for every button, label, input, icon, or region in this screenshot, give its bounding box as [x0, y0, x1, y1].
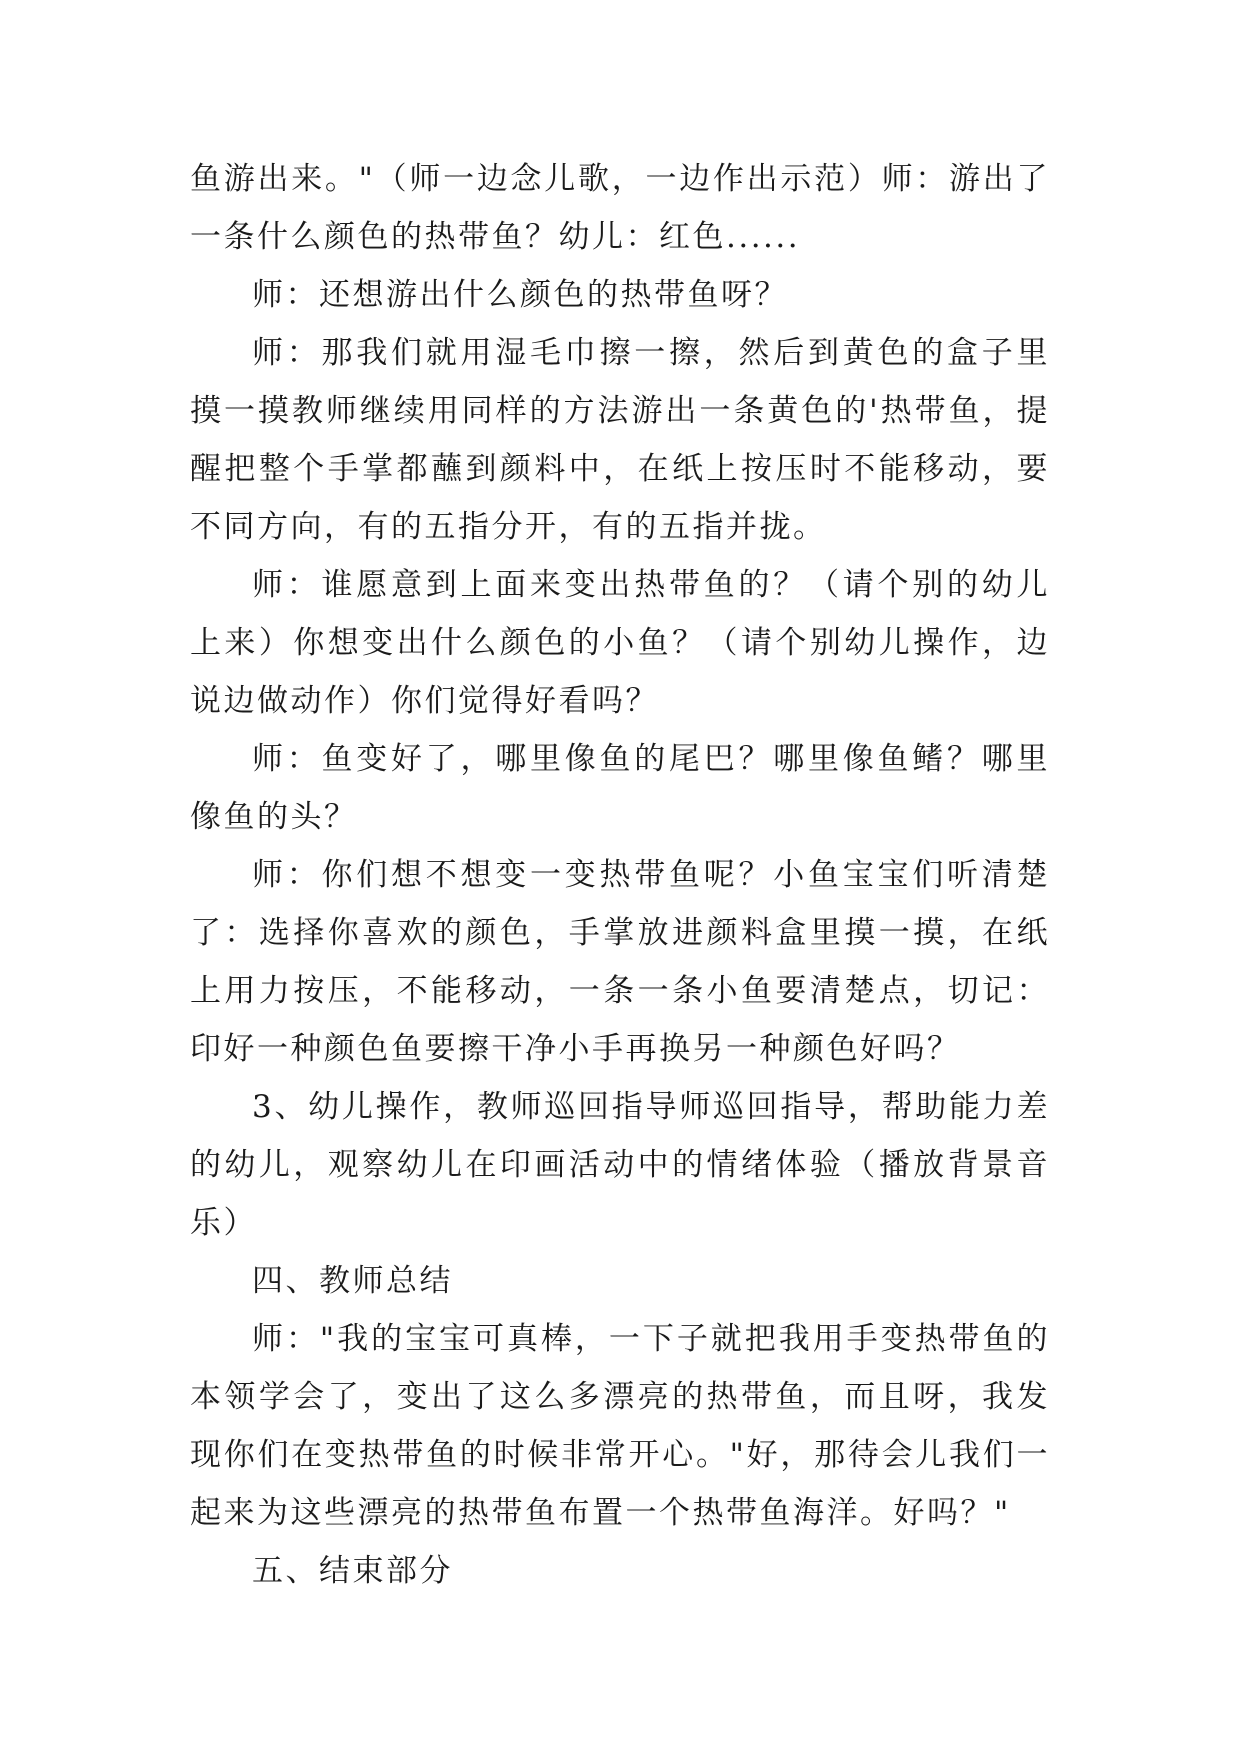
- paragraph-4: 师：谁愿意到上面来变出热带鱼的？（请个别的幼儿上来）你想变出什么颜色的小鱼？（请个别幼儿操作，边说边做动作）你们觉得好看吗？: [190, 567, 1050, 719]
- section-heading-5: 五、结束部分: [252, 1553, 453, 1589]
- document-body: [190, 150, 1050, 1600]
- paragraph-5: 师：鱼变好了，哪里像鱼的尾巴？哪里像鱼鳍？哪里像鱼的头？: [190, 741, 1050, 835]
- paragraph-1: 鱼游出来。"（师一边念儿歌，一边作出示范）师：游出了一条什么颜色的热带鱼？幼儿：红色......: [190, 161, 1050, 255]
- paragraph-2: 师：还想游出什么颜色的热带鱼呀？: [252, 277, 788, 313]
- paragraph-8: 师："我的宝宝可真棒，一下子就把我用手变热带鱼的本领学会了，变出了这么多漂亮的热带鱼，而且呀，我发现你们在变热带鱼的时候非常开心。"好，那待会儿我们一起来为这些漂亮的热带鱼布置一个热带鱼海洋。好吗？": [190, 1321, 1050, 1531]
- paragraph-3: 师：那我们就用湿毛巾擦一擦，然后到黄色的盒子里摸一摸教师继续用同样的方法游出一条黄色的'热带鱼，提醒把整个手掌都蘸到颜料中，在纸上按压时不能移动，要不同方向，有的五指分开，有的五指并拢。: [190, 335, 1050, 545]
- paragraph-6: 师：你们想不想变一变热带鱼呢？小鱼宝宝们听清楚了：选择你喜欢的颜色，手掌放进颜料盒里摸一摸，在纸上用力按压，不能移动，一条一条小鱼要清楚点，切记：印好一种颜色鱼要擦干净小手再换另一种颜色好吗？: [190, 857, 1050, 1067]
- paragraph-7: 3、幼儿操作，教师巡回指导师巡回指导，帮助能力差的幼儿，观察幼儿在印画活动中的情绪体验（播放背景音乐）: [190, 1089, 1050, 1241]
- section-heading-4: 四、教师总结: [252, 1263, 453, 1299]
